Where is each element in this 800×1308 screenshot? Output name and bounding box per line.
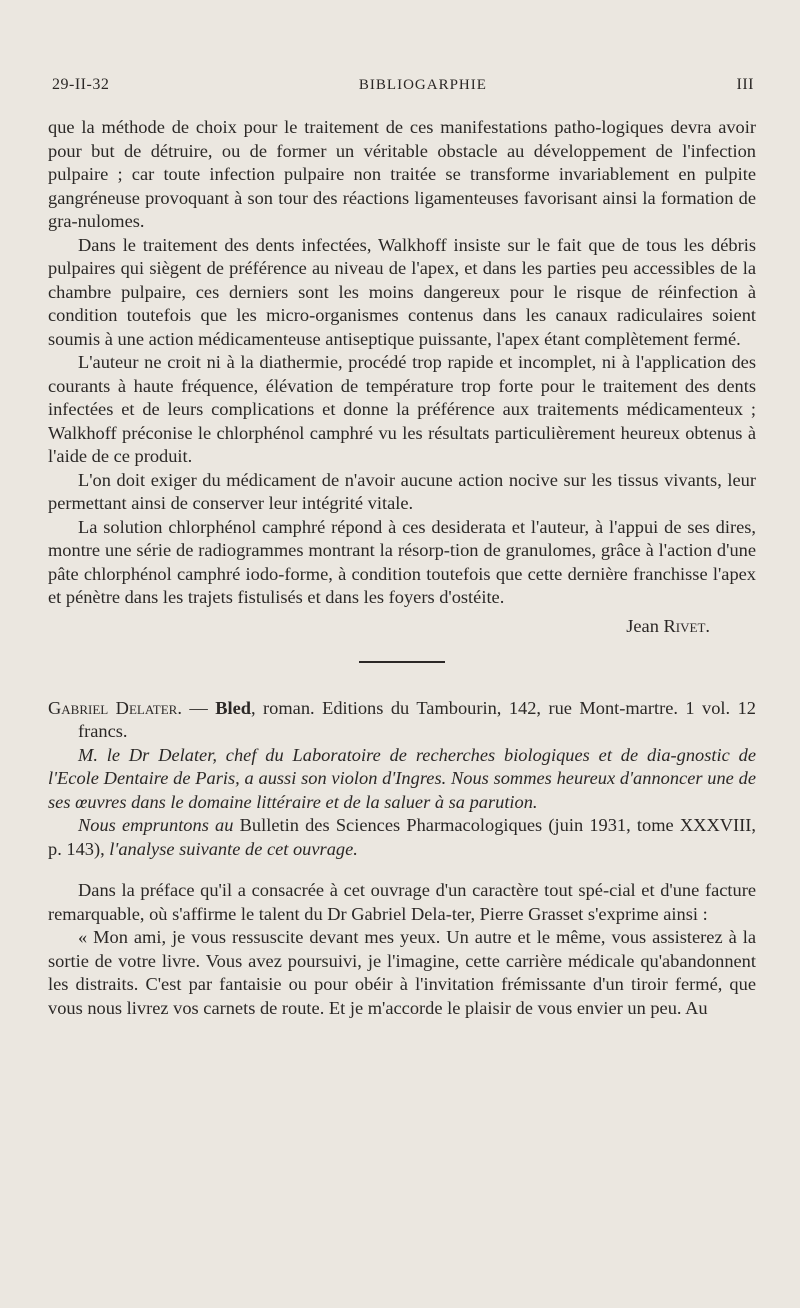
paragraph: L'on doit exiger du médicament de n'avoir aucune action nocive sur les tissus vivants, leur permettant ainsi de conserver leur intégrité vitale. <box>48 469 756 513</box>
spacer <box>48 861 756 879</box>
paragraph: « Mon ami, je vous ressuscite devant mes yeux. Un autre et le même, vous assisterez à la sortie de votre livre. Vous avez poursuivi, je l'imagine, cette carrière médicale qu'abandonnent les distraits. C'est par fantaisie ou pour obéir à l'invitation frémissante d'un tiroir fermé, que vous nous livrez vos carnets de route. Et je m'accorde le plaisir de vous envier un peu. Au <box>48 927 756 1018</box>
review-bled <box>48 697 756 1021</box>
review-walkhoff <box>48 116 756 637</box>
paragraph: Dans la préface qu'il a consacrée à cet ouvrage d'un caractère tout spé-cial et d'une facture remarquable, où s'affirme le talent du Dr Gabriel Dela-ter, Pierre Grasset s'exprime ainsi : <box>48 880 756 924</box>
source-note-end: l'analyse suivante de cet ouvrage. <box>109 838 358 859</box>
source-note <box>48 814 756 861</box>
paragraph: Dans le traitement des dents infectées, Walkhoff insiste sur le fait que de tous les débris pulpaires qui siègent de préférence au niveau de l'apex, et dans les parties peu accessibles de la chambre pulpaire, ces derniers sont les moins dangereux pour le risque de réinfection à condition toutefois que les micro-organismes contenus dans les canaux radiculaires soient soumis à une action médicamenteuse antiseptique puissante, l'apex étant complètement fermé. <box>48 234 756 349</box>
header-date: 29-II-32 <box>52 76 110 93</box>
reviewer-signature <box>48 616 710 637</box>
entry-dash: — <box>181 697 216 718</box>
entry-title: Bled <box>215 697 252 718</box>
entry-details: , roman. Editions du Tambourin, 142, rue Mont-martre. 1 vol. 12 francs. <box>78 697 756 741</box>
signature-first-name: Jean <box>626 615 659 636</box>
signature-last-name: Rivet. <box>663 615 710 636</box>
editorial-note: M. le Dr Delater, chef du Laboratoire de recherches biologiques et de dia-gnostic de l'Ecole Dentaire de Paris, a aussi son violon d'Ingres. Nous sommes heureux d'annoncer une de ses œuvres dans le domaine littéraire et de la saluer à sa parution. <box>48 744 756 812</box>
running-header <box>52 76 754 94</box>
header-page-number: III <box>736 76 754 93</box>
header-section-title: BIBLIOGARPHIE <box>358 77 487 93</box>
paragraph: L'auteur ne croit ni à la diathermie, procédé trop rapide et incomplet, ni à l'application des courants à haute fréquence, élévation de température trop forte pour le traitement des dents infectées et de leurs complications et donne la préférence aux traitements médicamenteux ; Walkhoff préconise le chlorphénol camphré vu les résultats particulièrement heureux obtenus à l'aide de ce produit. <box>48 352 756 466</box>
source-note-intro: Nous empruntons au <box>78 815 234 835</box>
paragraph: La solution chlorphénol camphré répond à ces desiderata et l'auteur, à l'appui de ses dires, montre une série de radiogrammes montrant la résorp-tion de granulomes, grâce à l'action d'une pâte chlorphénol camphré iodo-forme, à condition toutefois que cette dernière franchisse l'apex et pénètre dans les trajets fistulisés et dans les foyers d'ostéite. <box>48 516 756 607</box>
bibliographic-entry <box>48 697 756 744</box>
section-divider <box>359 661 445 663</box>
paragraph: que la méthode de choix pour le traitement de ces manifestations patho-logiques devra avoir pour but de détruire, ou de former un véritable obstacle au développement de l'infection pulpaire ; car toute infection pulpaire non traitée se transforme invariablement en pulpite gangréneuse provoquant à son tour des réactions ligamenteuses favorisant ainsi la formation de gra-nulomes. <box>48 117 756 231</box>
source-note-bulletin: Bulletin des Sciences Pharmacologiques (juin 1931, tome XXXVIII, p. 143), <box>48 815 756 859</box>
entry-author: Gabriel Delater. <box>48 697 182 718</box>
